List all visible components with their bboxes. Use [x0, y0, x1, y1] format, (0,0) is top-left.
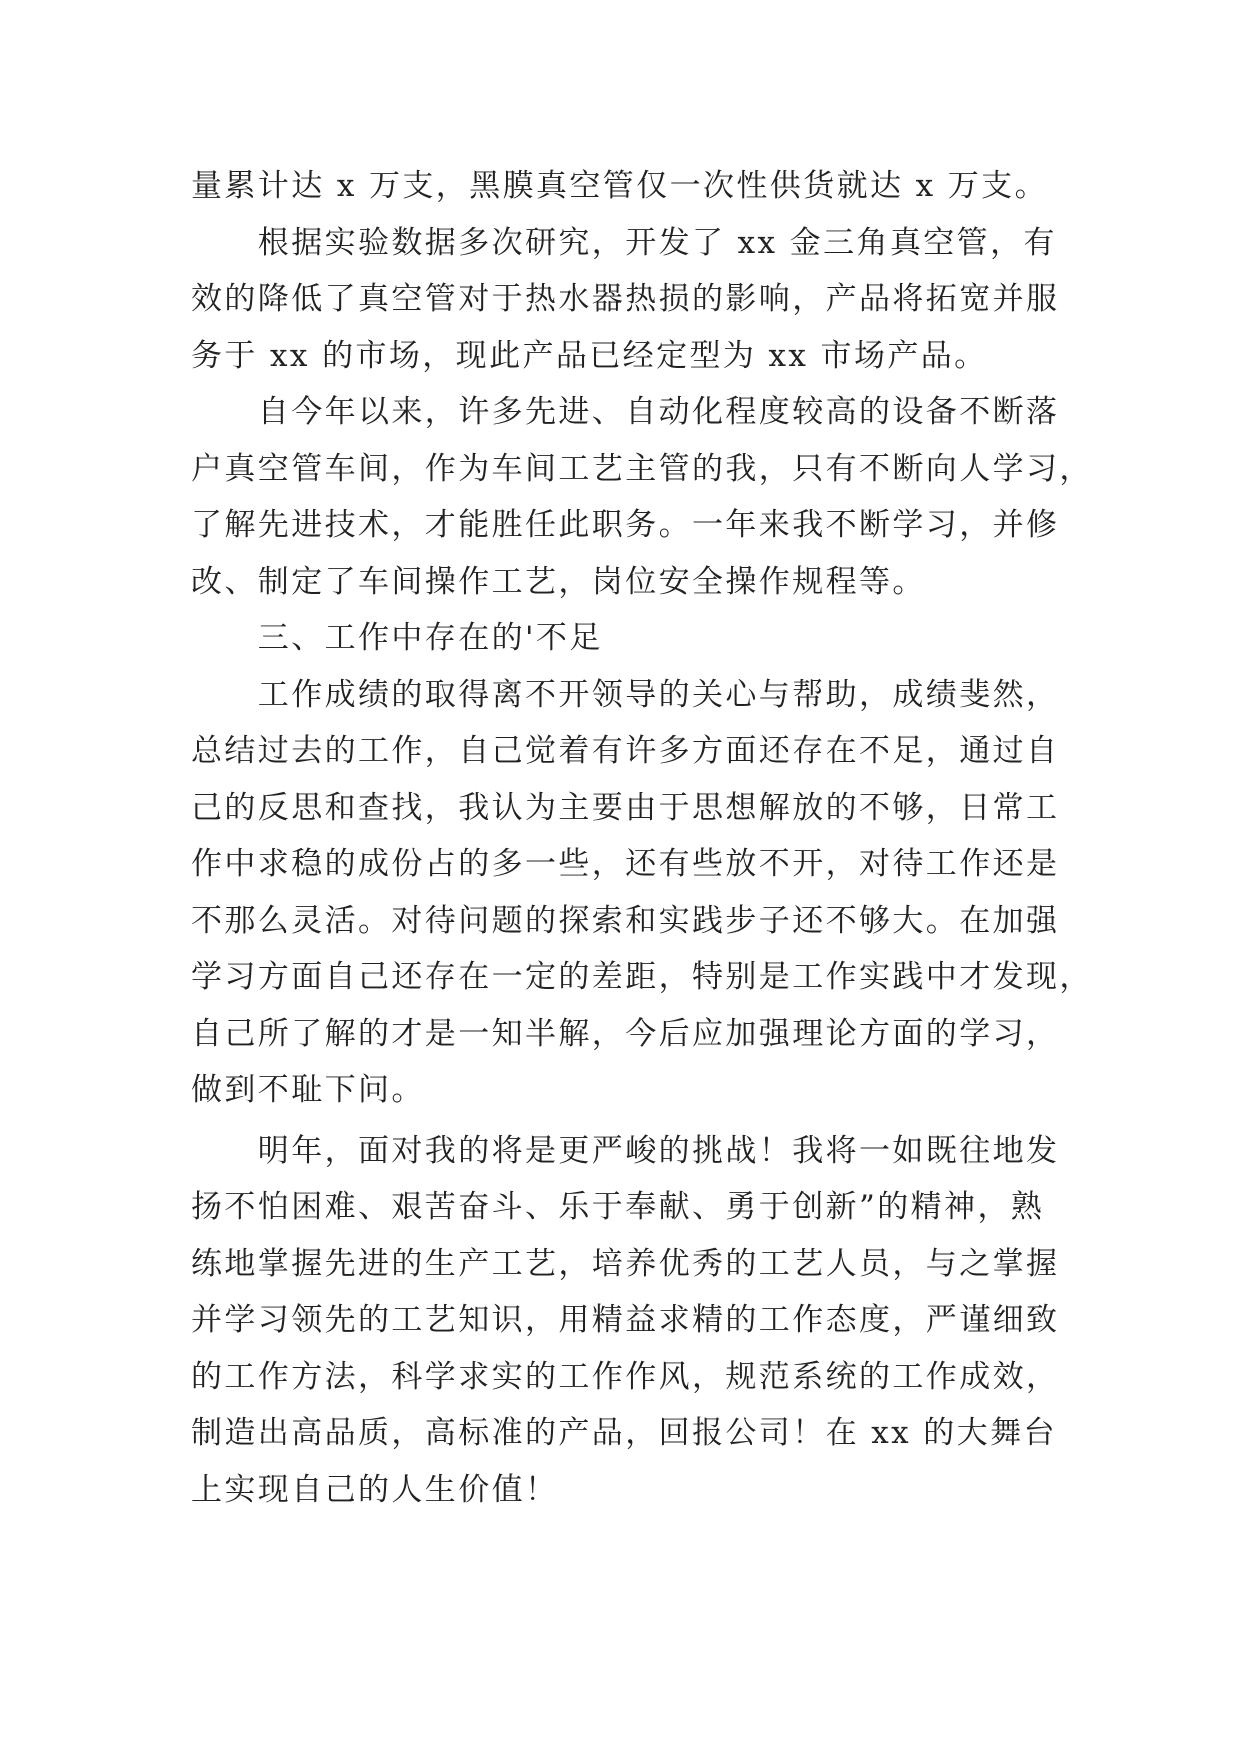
text-line: 工作成绩的取得离不开领导的关心与帮助，成绩斐然，	[191, 676, 1060, 713]
text-line: 做到不耻下问。	[191, 1072, 425, 1108]
text-line: 明年，面对我的将是更严峻的挑战！我将一如既往地发	[191, 1132, 1060, 1169]
text-line: 总结过去的工作，自己觉着有许多方面还存在不足，通过自	[191, 733, 1060, 769]
text-line: 自今年以来，许多先进、自动化程度较高的设备不断落	[191, 394, 1060, 430]
text-line: 学习方面自己还存在一定的差距，特别是工作实践中才发现，	[191, 959, 1093, 995]
text-line: 了解先进技术，才能胜任此职务。一年来我不断学习，并修	[191, 507, 1060, 543]
document-body	[191, 158, 1093, 1518]
text-line: 改、制定了车间操作工艺，岗位安全操作规程等。	[191, 563, 926, 600]
text-line: 上实现自己的人生价值！	[191, 1471, 559, 1508]
text-line: 量累计达 x 万支，黑膜真空管仅一次性供货就达 x 万支。	[191, 168, 1048, 204]
text-line: 务于 xx 的市场，现此产品已经定型为 xx 市场产品。	[191, 337, 988, 374]
text-line: 作中求稳的成份占的多一些，还有些放不开，对待工作还是	[191, 846, 1060, 882]
section-heading: 三、工作中存在的'不足	[191, 620, 603, 656]
text-line: 户真空管车间，作为车间工艺主管的我，只有不断向人学习，	[191, 450, 1093, 487]
text-line: 根据实验数据多次研究，开发了 xx 金三角真空管，有	[191, 224, 1057, 261]
text-line: 并学习领先的工艺知识，用精益求精的工作态度，严谨细致	[191, 1302, 1060, 1338]
text-line: 制造出高品质，高标准的产品，回报公司！在 xx 的大舞台	[191, 1415, 1057, 1451]
text-line: 扬不怕困难、艰苦奋斗、乐于奉献、勇于创新”的精神，熟	[191, 1189, 1045, 1225]
text-line: 练地掌握先进的生产工艺，培养优秀的工艺人员，与之掌握	[191, 1245, 1060, 1282]
text-line: 己的反思和查找，我认为主要由于思想解放的不够，日常工	[191, 789, 1060, 826]
text-line: 不那么灵活。对待问题的探索和实践步子还不够大。在加强	[191, 902, 1060, 939]
text-line: 自己所了解的才是一知半解，今后应加强理论方面的学习，	[191, 1015, 1060, 1052]
text-line: 的工作方法，科学求实的工作作风，规范系统的工作成效，	[191, 1358, 1060, 1395]
text-line: 效的降低了真空管对于热水器热损的影响，产品将拓宽并服	[191, 281, 1060, 317]
